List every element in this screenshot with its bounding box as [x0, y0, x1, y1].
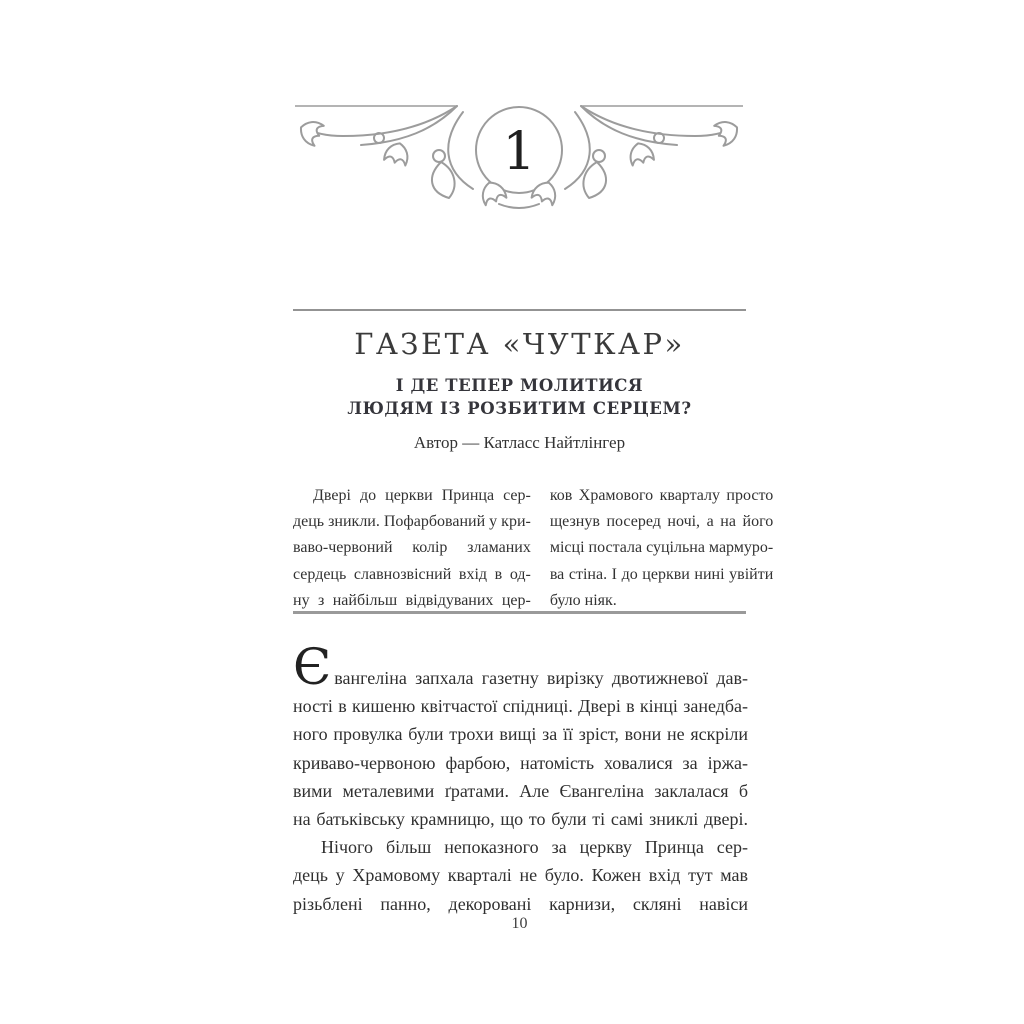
chapter-ornament	[291, 96, 747, 212]
body-line: ності в кишеню квітчастої спідниці. Двері в кінці занедба-	[293, 696, 748, 717]
news-line: сердець славнозвісний вхід в од-	[293, 565, 531, 583]
article-subtitle	[293, 374, 746, 420]
body-line: Нічого більш непоказного за церкву Принца сер-	[321, 837, 748, 858]
news-line: щезнув посеред ночі, а на його	[549, 513, 774, 531]
drop-cap: Є	[293, 638, 332, 696]
news-column-right	[550, 483, 773, 614]
news-line: було ніяк.	[549, 591, 617, 609]
news-line: місці постала суцільна мармуро-	[549, 539, 774, 557]
page-number: 10	[511, 915, 528, 932]
section-divider-bottom	[293, 611, 746, 614]
article-title: ГАЗЕТА «ЧУТКАР»	[354, 327, 685, 361]
body-line: дець у Храмовому кварталі не було. Кожен вхід тут мав	[293, 865, 748, 886]
flourish-right	[565, 106, 743, 198]
body-line: криваво-червоною фарбою, натомість ховалися за іржа-	[293, 752, 748, 773]
ornament-arc	[499, 204, 539, 208]
news-line: Двері до церкви Принца сер-	[313, 487, 531, 504]
body-line	[293, 638, 748, 696]
body-line-text: вангеліна запхала газетну вирізку двотижневої дав-	[334, 668, 748, 688]
section-divider-top	[293, 309, 746, 311]
body-line: різьблені панно, декоровані карнизи, скляні навіси	[293, 893, 748, 914]
news-line: дець зникли. Пофарбований у кри-	[293, 513, 531, 531]
article-subtitle-line: ЛЮДЯМ ІЗ РОЗБИТИМ СЕРЦЕМ?	[347, 399, 692, 418]
article-subtitle-line: І ДЕ ТЕПЕР МОЛИТИСЯ	[395, 376, 644, 395]
body-line: вими металевими ґратами. Але Євангеліна заклалася б	[293, 780, 748, 801]
news-line: ну з найбільш відвідуваних цер-	[293, 591, 531, 609]
body-text	[293, 638, 748, 918]
article-byline: Автор — Катласс Найтлінгер	[413, 433, 626, 452]
chapter-number: 1	[502, 122, 536, 182]
news-line: ваво-червоний колір зламаних	[293, 539, 531, 557]
flourish-left	[295, 106, 473, 198]
body-line: на батьківську крамницю, що то були ті самі зниклі двері.	[293, 809, 748, 830]
body-line: ного провулка були трохи вищі за її зріст, вони не яскріли	[293, 724, 748, 745]
news-clipping	[293, 483, 774, 614]
news-line: ва стіна. І до церкви нині увійти	[549, 565, 774, 583]
news-line: ков Храмового кварталу просто	[549, 487, 774, 504]
article-header	[293, 326, 746, 453]
news-column-left	[293, 483, 531, 614]
